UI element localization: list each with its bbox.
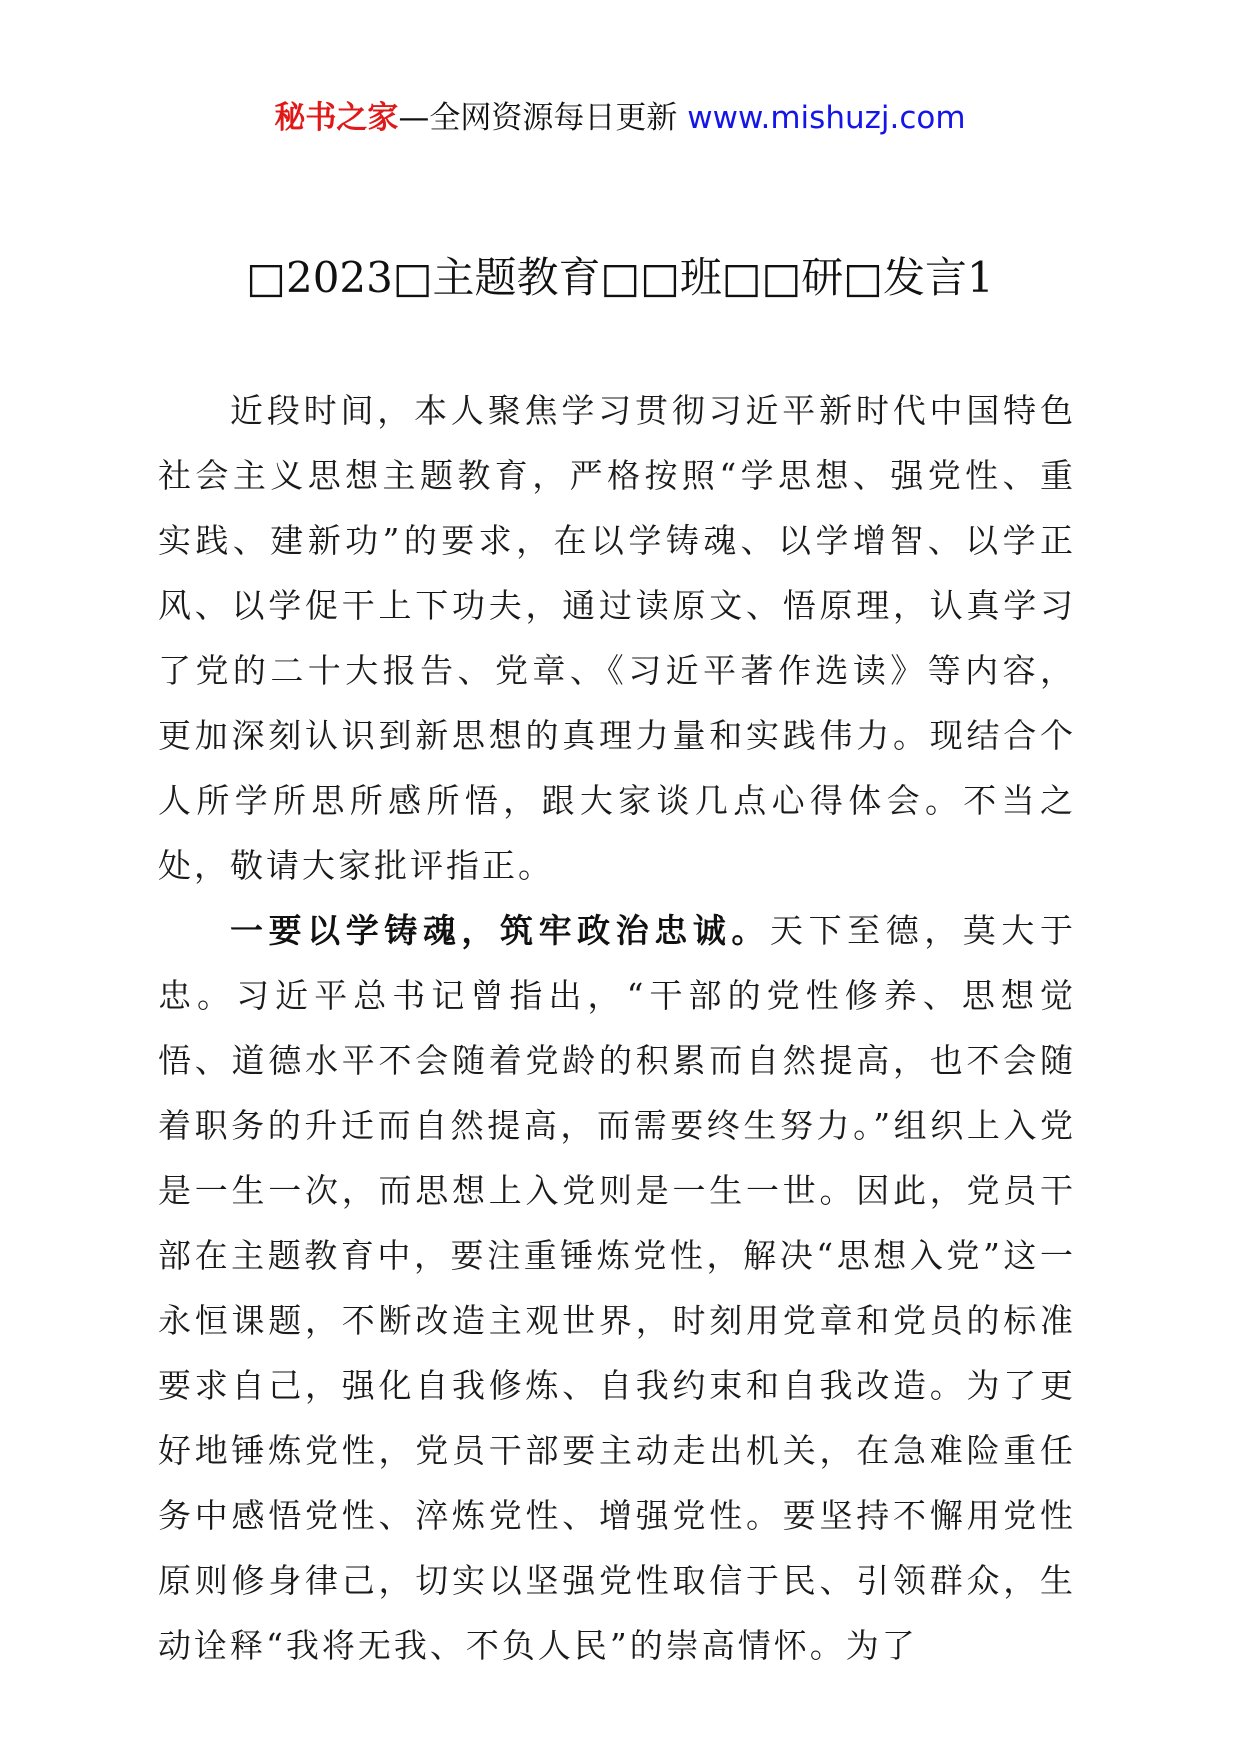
- document-title: □2023□主题教育□□班□□研□发言1: [246, 253, 994, 302]
- site-banner: [0, 98, 1240, 138]
- paragraph-text: 天下至德，莫大于忠。习近平总书记曾指出，“干部的党性修养、思想觉悟、道德水平不会随着党龄的积累而自然提高，也不会随着职务的升迁而自然提高，而需要终生努力。”组织上入党是一生一次，而思想上入党则是一生一世。因此，党员干部在主题教育中，要注重锤炼党性，解决“思想入党”这一永恒课题，不断改造主观世界，时刻用党章和党员的标准要求自己，强化自我修炼、自我约束和自我改造。为了更好地锤炼党性，党员干部要主动走出机关，在急难险重任务中感悟党性、淬炼党性、增强党性。要坚持不懈用党性原则修身律己，切实以坚强党性取信于民、引领群众，生动诠释“我将无我、不负人民”的崇高情怀。为了: [158, 911, 1077, 1665]
- site-brand: 秘书之家: [274, 100, 399, 136]
- site-slogan: —全网资源每日更新: [398, 100, 678, 136]
- paragraph-lead: 一要以学铸魂，筑牢政治忠诚。: [230, 911, 770, 950]
- point-one-paragraph: [158, 898, 1076, 1678]
- document-body: [158, 378, 1076, 1678]
- paragraph-text: 近段时间，本人聚焦学习贯彻习近平新时代中国特色社会主义思想主题教育，严格按照“学思想、强党性、重实践、建新功”的要求，在以学铸魂、以学增智、以学正风、以学促干上下功夫，通过读原文、悟原理，认真学习了党的二十大报告、党章、《习近平著作选读》等内容，更加深刻认识到新思想的真理力量和实践伟力。现结合个人所学所思所感所悟，跟大家谈几点心得体会。不当之处，敬请大家批评指正。: [158, 391, 1076, 885]
- site-url-link[interactable]: www.mishuzj.com: [687, 100, 966, 136]
- intro-paragraph: [158, 378, 1076, 898]
